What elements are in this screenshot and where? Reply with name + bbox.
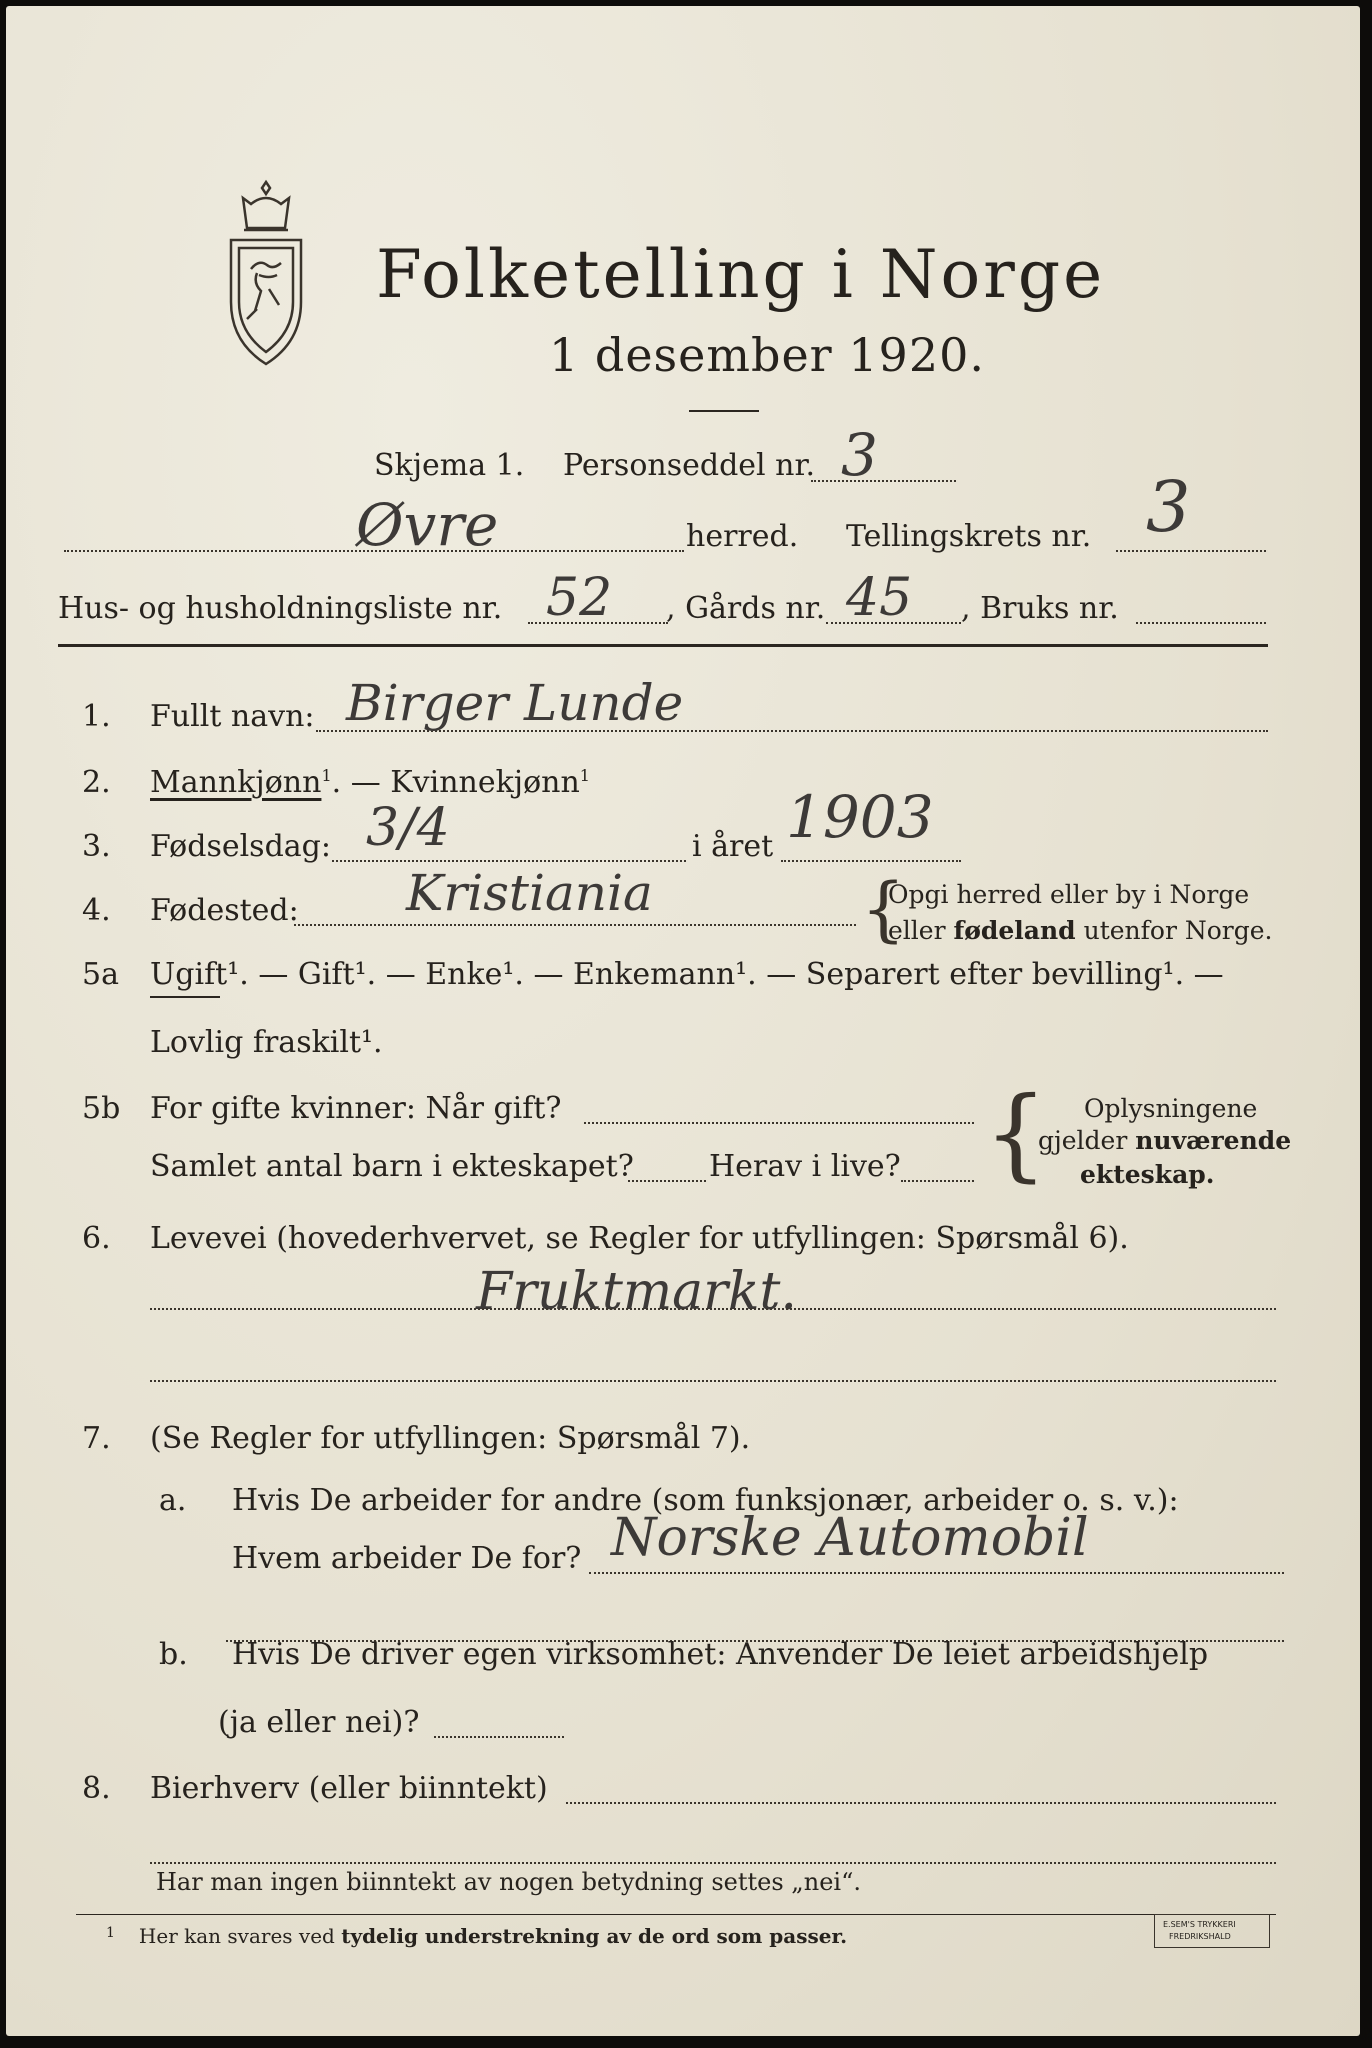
printer-stamp: E.SEM'S TRYKKERI FREDRIKSHALD — [1154, 1914, 1270, 1948]
gards-label: , Gårds nr. — [666, 591, 826, 626]
full-name-value: Birger Lunde — [346, 674, 684, 732]
q1-number: 1. — [82, 699, 111, 734]
footer-rule — [76, 1914, 1276, 1915]
biinntekt-note: Har man ingen biinntekt av nogen betydning settes „nei“. — [156, 1868, 861, 1896]
q8-number: 8. — [82, 1771, 111, 1806]
form-title: Folketelling i Norge — [376, 236, 1106, 313]
q2-number: 2. — [82, 765, 111, 800]
q4-label: Fødested: — [150, 893, 299, 928]
q3-year-label: i året — [692, 829, 774, 864]
q5b-line-1: For gifte kvinner: Når gift? — [150, 1091, 562, 1126]
q7-label: (Se Regler for utfyllingen: Spørsmål 7). — [150, 1421, 751, 1456]
q6-number: 6. — [82, 1221, 111, 1256]
q3-number: 3. — [82, 829, 111, 864]
birthplace-value: Kristiania — [406, 864, 653, 922]
q5a-options: Ugift¹. — Gift¹. — Enke¹. — Enkemann¹. — Separert efter bevilling¹. — — [150, 957, 1224, 992]
q7a-letter: a. — [159, 1483, 187, 1518]
q7a-line-1: Hvis De arbeider for andre (som funksjonær, arbeider o. s. v.): — [232, 1483, 1179, 1518]
tellingskrets-label: Tellingskrets nr. — [846, 519, 1092, 554]
header-divider — [58, 644, 1268, 647]
q3-label: Fødselsdag: — [150, 829, 331, 864]
personseddel-value: 3 — [841, 421, 878, 489]
q5a-options-line2: Lovlig fraskilt¹. — [150, 1025, 383, 1060]
q5b-line-2a: Samlet antal barn i ekteskapet? — [150, 1149, 634, 1184]
ugift-underline — [150, 996, 220, 998]
birthyear-value: 1903 — [786, 783, 934, 851]
birthdate-value: 3/4 — [366, 798, 450, 858]
q5b-number: 5b — [82, 1091, 121, 1126]
gards-value: 45 — [846, 568, 913, 628]
q5b-note-1: Oplysningene — [1084, 1094, 1258, 1123]
q7-number: 7. — [82, 1421, 111, 1456]
q7b-letter: b. — [159, 1637, 188, 1672]
q6-label: Levevei (hovederhvervet, se Regler for utfyllingen: Spørsmål 6). — [150, 1221, 1129, 1256]
occupation-value: Fruktmarkt. — [476, 1262, 797, 1322]
q5b-note-2: gjelder nuværende — [1038, 1126, 1292, 1155]
q7b-line-1: Hvis De driver egen virksomhet: Anvender De leiet arbeidshjelp — [232, 1637, 1209, 1672]
q2-text: Mannkjønn$^1$. — Kvinnekjønn$^1$ — [150, 765, 590, 800]
q1-label: Fullt navn: — [150, 699, 315, 734]
skjema-label: Skjema 1. — [374, 448, 525, 483]
q4-number: 4. — [82, 893, 111, 928]
norwegian-coat-of-arms-icon — [211, 174, 321, 384]
herred-value: Øvre — [356, 491, 499, 559]
census-form: Folketelling i Norge 1 desember 1920. Skjema 1. Personseddel nr. 3 Øvre herred. Tellingskrets nr. 3 Hus- og husholdningsliste nr. 52 , Gårds nr. 45 , Bruks nr. 1. Fullt navn: Birger Lunde 2. Mannkjønn$^1$. — Kvinnekjønn$^1$ 3. Fødselsdag: 3/4 i året 1903 4. Fødested: Kristiania { Opgi herred eller by i Norge eller fødeland utenfor Norge. 5a Ugift¹. — Gift¹. — Enke¹. — Enkemann¹. — Separert efter bevilling¹. — Lovlig fraskilt¹. 5b For gifte kvinner: Når gift? Samlet antal barn i ekteskapet? Herav i live? { Oplysningene gjelder nuværende ekteskap. 6. Levevei (hovederhvervet, se Regler for utfyllingen: Spørsmål 6). Fruktmarkt. 7. (Se Regler for utfyllingen: Spørsmål 7). a. Hvis De arbeider for andre (som funksjonær, arbeider o. s. v.): Hvem arbeider De for? Norske Automobil b. Hvis De driver egen virksomhet: Anvender De leiet arbeidshjelp (ja eller nei)? 8. Bierhverv (eller biinntekt) Har man ingen biinntekt av nogen betydning settes „nei“. $^1$ Her kan svares ved tydelig understrekning av de ord som passer. E.SEM'S TRYKKERI FREDRIKSHALD — [6, 6, 1360, 2036]
q7a-line-2: Hvem arbeider De for? — [232, 1541, 582, 1576]
q5b-note-3: ekteskap. — [1080, 1160, 1215, 1189]
option-mannkjonn: Mannkjønn — [150, 765, 322, 800]
q8-label: Bierhverv (eller biinntekt) — [150, 1771, 548, 1806]
q5b-line-2b: Herav i live? — [709, 1149, 901, 1184]
census-date: 1 desember 1920. — [549, 328, 985, 382]
q7b-line-2: (ja eller nei)? — [218, 1705, 420, 1740]
bruks-label: , Bruks nr. — [961, 591, 1119, 626]
tellingskrets-value: 3 — [1146, 466, 1191, 548]
q5a-number: 5a — [82, 957, 119, 992]
option-kvinnekjonn: Kvinnekjønn — [390, 765, 580, 800]
employer-value: Norske Automobil — [611, 1508, 1089, 1568]
q4-note-2: eller fødeland utenfor Norge. — [888, 916, 1273, 945]
footnote: $^1$ Her kan svares ved tydelig understrekning av de ord som passer. — [106, 1924, 848, 1948]
herred-label: herred. — [686, 519, 799, 554]
husholdning-value: 52 — [546, 568, 613, 628]
personseddel-label: Personseddel nr. — [563, 448, 816, 483]
title-rule — [689, 410, 759, 412]
husholdning-label: Hus- og husholdningsliste nr. — [58, 591, 503, 626]
q4-note-1: Opgi herred eller by i Norge — [888, 880, 1250, 909]
